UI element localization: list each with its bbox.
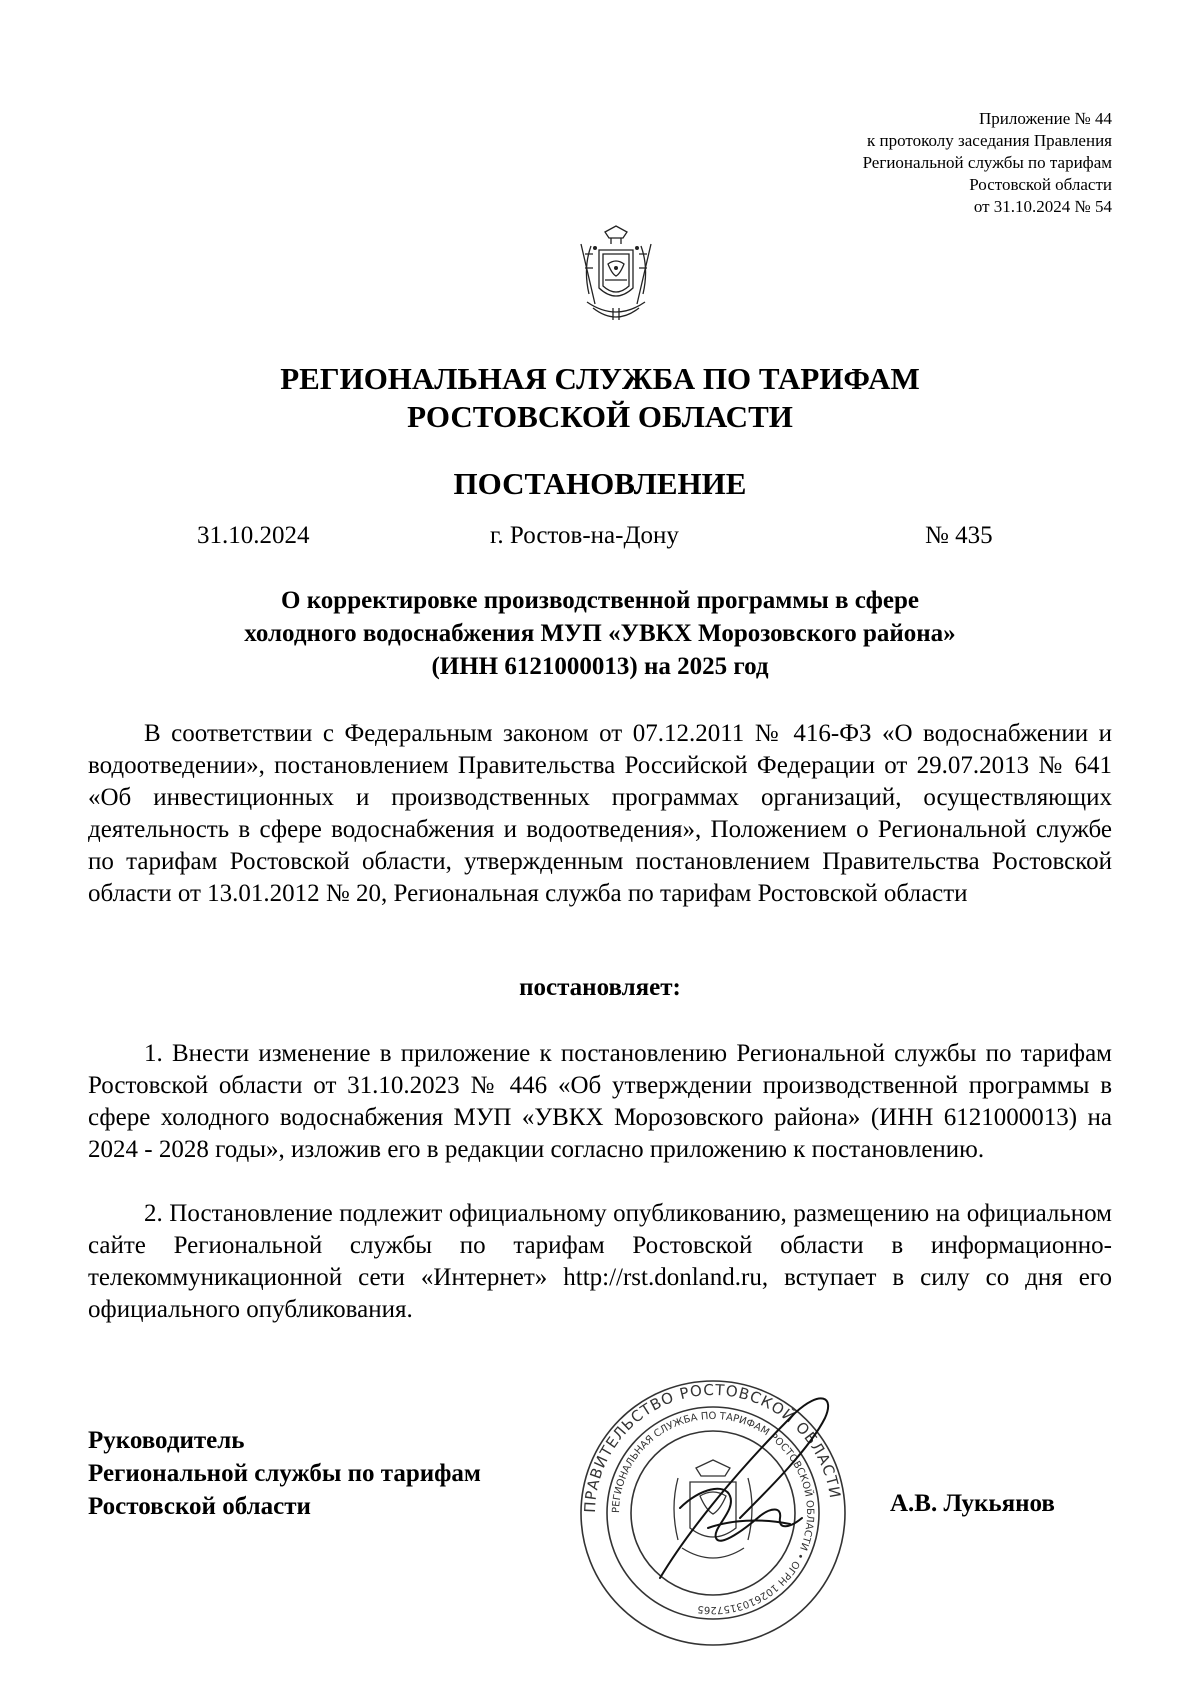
document-title-line: О корректировке производственной программы в сфере — [281, 587, 919, 614]
preamble-paragraph: В соответствии с Федеральным законом от 07.12.2011 № 416-ФЗ «О водоснабжении и водоотведении», постановлением Правительства Российской Федерации от 29.07.2013 № 641 «Об инвестиционных и производственных программах организаций, осуществляющих деятельность в сфере водоснабжения и водоотведения», Положением о Региональной службе по тарифам Ростовской области, утвержденным постановлением Правительства Ростовской области от 13.01.2012 № 20, Региональная служба по тарифам Ростовской области — [88, 720, 1112, 907]
signer-title-line: Ростовской области — [88, 1493, 311, 1520]
signer-name: А.В. Лукьянов — [890, 1490, 1055, 1517]
appendix-line: Региональной службы по тарифам — [862, 153, 1112, 172]
handwritten-signature-icon — [620, 1378, 880, 1598]
organization-name-line: РОСТОВСКОЙ ОБЛАСТИ — [407, 399, 793, 434]
appendix-line: Приложение № 44 — [979, 109, 1112, 128]
coat-of-arms-icon — [575, 224, 657, 330]
resolution-item-2: 2. Постановление подлежит официальному опубликованию, размещению на официальном сайте Региональной службы по тарифам Ростовской области в информационно-телекоммуникационной сети «Интернет» http://rst.donland.ru, вступает в силу со дня его официального опубликования. — [88, 1200, 1112, 1323]
document-date: 31.10.2024 — [197, 522, 310, 549]
signer-title — [88, 1424, 481, 1523]
decree-word: постановляет: — [519, 974, 681, 1001]
appendix-line: от 31.10.2024 № 54 — [973, 197, 1112, 216]
document-title-line: холодного водоснабжения МУП «УВКХ Морозовского района» — [244, 620, 956, 647]
seal-outer-text: ПРАВИТЕЛЬСТВО РОСТОВСКОЙ ОБЛАСТИ — [580, 1380, 845, 1514]
document-title — [120, 584, 1080, 683]
signer-title-line: Руководитель — [88, 1427, 245, 1454]
document-city: г. Ростов-на-Дону — [490, 522, 679, 549]
resolution-item-1: 1. Внести изменение в приложение к постановлению Региональной службы по тарифам Ростовской области от 31.10.2023 № 446 «Об утверждении производственной программы в сфере холодного водоснабжения МУП «УВКХ Морозовского района» (ИНН 6121000013) на 2024 - 2028 годы», изложив его в редакции согласно приложению к постановлению. — [88, 1040, 1112, 1163]
appendix-line: Ростовской области — [969, 175, 1112, 194]
organization-name-line: РЕГИОНАЛЬНАЯ СЛУЖБА ПО ТАРИФАМ — [280, 361, 920, 396]
document-title-line: (ИНН 6121000013) на 2025 год — [431, 653, 769, 680]
signer-title-line: Региональной службы по тарифам — [88, 1460, 481, 1487]
appendix-block — [692, 108, 1112, 218]
appendix-line: к протоколу заседания Правления — [867, 131, 1112, 150]
document-type: ПОСТАНОВЛЕНИЕ — [453, 466, 747, 501]
organization-name — [0, 360, 1200, 436]
seal-inner-text: РЕГИОНАЛЬНАЯ СЛУЖБА ПО ТАРИФАМ РОСТОВСКОЙ ОБЛАСТИ • ОГРН 1026103157265 — [610, 1410, 816, 1616]
document-number: № 435 — [925, 522, 993, 549]
